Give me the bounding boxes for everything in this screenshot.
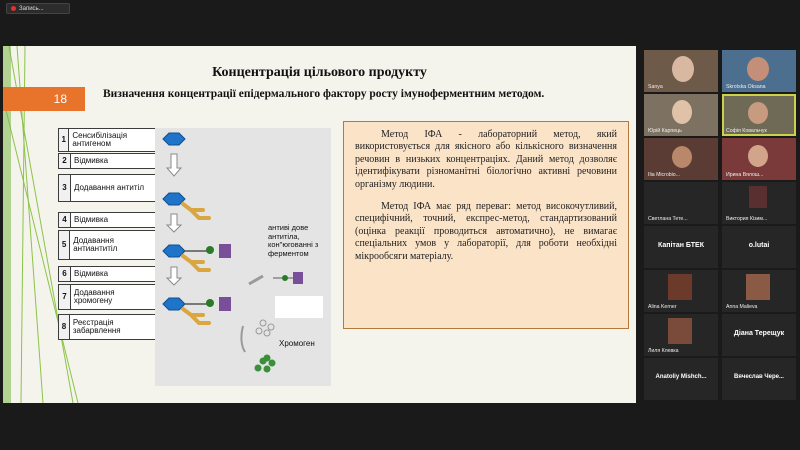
step-label: Додавання антиантитіл <box>73 235 118 253</box>
participant-name: Виктория Кізим... <box>726 216 768 222</box>
step-number: 2 <box>59 154 71 168</box>
step-item <box>58 230 158 260</box>
diagram-chromogen-label: Хромоген <box>279 339 315 348</box>
participant-tile[interactable] <box>644 270 718 312</box>
info-paragraph-1: Метод ІФА - лабораторний метод, який використовується для якісного або кількісного визначення речовин в низьких концентраціях. Даний метод дозволяє ідентифікувати різноманітні біологічно активні речовини організму людини. <box>355 129 617 190</box>
participant-name: Вячеслав Чере... <box>734 374 784 380</box>
participant-tile[interactable] <box>644 314 718 356</box>
step-item <box>58 266 158 282</box>
participant-name: Лиля Клевка <box>648 348 679 354</box>
info-paragraph-2: Метод ІФА має ряд переваг: метод високочутливий, специфічний, точний, експрес-метод, стандартизований (оцінка реакції проводиться автоматично), не вимагає спеціальних умов у лабораторії, для роботи необхідні мікрообсяги матеріалу. <box>355 201 617 262</box>
participant-tile[interactable] <box>722 270 796 312</box>
step-number: 8 <box>59 315 70 339</box>
step-number: 7 <box>59 285 71 309</box>
participant-tile[interactable] <box>722 358 796 400</box>
step-label: Реєстрація забарвлення <box>72 317 121 335</box>
participant-tile[interactable] <box>644 182 718 224</box>
step-label: Сенсибілізація антигеном <box>72 130 128 148</box>
participant-tile[interactable] <box>722 138 796 180</box>
chromogen-outline <box>256 328 262 334</box>
chromogen-dot <box>264 355 271 362</box>
participant-name: Alina Kerner <box>648 304 677 310</box>
participant-tile[interactable] <box>722 314 796 356</box>
participant-name: Діана Терещук <box>733 330 785 337</box>
down-arrow-icon <box>167 154 181 176</box>
participant-name: Ilia Microbio... <box>648 172 680 178</box>
diagram-white-box <box>275 296 323 318</box>
diagram-antibody-label: антиві дове антитіла, кон"югованні з ферментом <box>268 223 319 258</box>
curved-arrow-icon <box>241 326 245 352</box>
elisa-diagram <box>155 128 331 386</box>
chromogen-outline <box>260 320 266 326</box>
participant-name: Anatoliy Mishch... <box>655 374 707 380</box>
participant-face <box>748 145 768 167</box>
participant-tile[interactable] <box>644 50 718 92</box>
step-item <box>58 153 158 169</box>
slide-title: Концентрація цільового продукту <box>212 65 427 80</box>
participant-tile[interactable] <box>722 182 796 224</box>
participant-name: Софія Ковальчук <box>726 128 767 134</box>
step-number: 1 <box>59 129 69 151</box>
step-item <box>58 212 158 228</box>
down-arrow-icon <box>167 267 181 285</box>
conjugate-dot <box>206 246 214 254</box>
step-item <box>58 284 158 310</box>
chromogen-dot <box>255 365 262 372</box>
left-arrow-icon <box>249 276 263 284</box>
antibody-shape <box>183 256 209 270</box>
participant-name: Sanya <box>648 84 663 90</box>
legend-dot <box>282 275 288 281</box>
participant-face <box>672 56 694 82</box>
conjugate-dot <box>206 299 214 307</box>
participant-face <box>748 102 768 124</box>
participant-photo <box>746 274 770 300</box>
enzyme-square <box>219 244 231 258</box>
step-item <box>58 314 158 340</box>
participant-face <box>747 57 769 81</box>
chromogen-dot <box>269 360 276 367</box>
step-number: 3 <box>59 175 71 201</box>
step-label: Відмивка <box>74 214 109 224</box>
participant-name: o.lutai <box>748 242 770 249</box>
participant-tile[interactable] <box>722 226 796 268</box>
step-item <box>58 128 158 152</box>
participant-face <box>672 146 692 168</box>
participants-panel <box>644 50 796 400</box>
chromogen-outline <box>268 324 274 330</box>
legend-enzyme <box>293 272 303 284</box>
step-number: 6 <box>59 267 71 281</box>
step-item <box>58 174 158 202</box>
participant-tile[interactable] <box>722 50 796 92</box>
shared-slide <box>3 46 636 403</box>
participant-name: Skrotska Oksana <box>726 84 766 90</box>
slide-number: 18 <box>3 87 85 111</box>
participant-name: Юрій Карпець <box>648 128 682 134</box>
step-label: Відмивка <box>74 155 109 165</box>
antigen-hexagon <box>163 133 185 145</box>
participant-photo <box>668 274 692 300</box>
step-label: Відмивка <box>74 268 109 278</box>
participant-tile[interactable] <box>644 226 718 268</box>
step-number: 4 <box>59 213 71 227</box>
participant-photo <box>749 186 767 208</box>
antibody-shape <box>183 309 209 323</box>
slide-subtitle: Визначення концентрації епідермального фактору росту імуноферментним методом. <box>103 88 545 100</box>
step-number: 5 <box>59 231 70 259</box>
step-label: Додавання антитіл <box>74 182 145 192</box>
participant-tile[interactable] <box>644 358 718 400</box>
recording-label: Запись... <box>19 5 44 12</box>
participant-name: Светлана Тете... <box>648 216 688 222</box>
participant-name: Капітан БТЕК <box>658 242 704 249</box>
participant-face <box>672 100 692 124</box>
enzyme-square <box>219 297 231 311</box>
down-arrow-icon <box>167 214 181 232</box>
participant-photo <box>668 318 692 344</box>
record-dot-icon <box>11 6 16 11</box>
elisa-info-box <box>343 121 629 329</box>
chromogen-outline <box>264 330 270 336</box>
chromogen-dot <box>264 366 271 373</box>
participant-name: Anna Malieva <box>726 304 758 310</box>
participant-name: Ирина Вялош... <box>726 172 764 178</box>
participant-tile[interactable] <box>644 94 718 136</box>
step-label: Додавання хромогену <box>73 287 115 305</box>
participant-tile[interactable] <box>644 138 718 180</box>
recording-indicator[interactable] <box>6 3 70 14</box>
antibody-shape <box>183 204 209 218</box>
participant-tile-active[interactable] <box>722 94 796 136</box>
